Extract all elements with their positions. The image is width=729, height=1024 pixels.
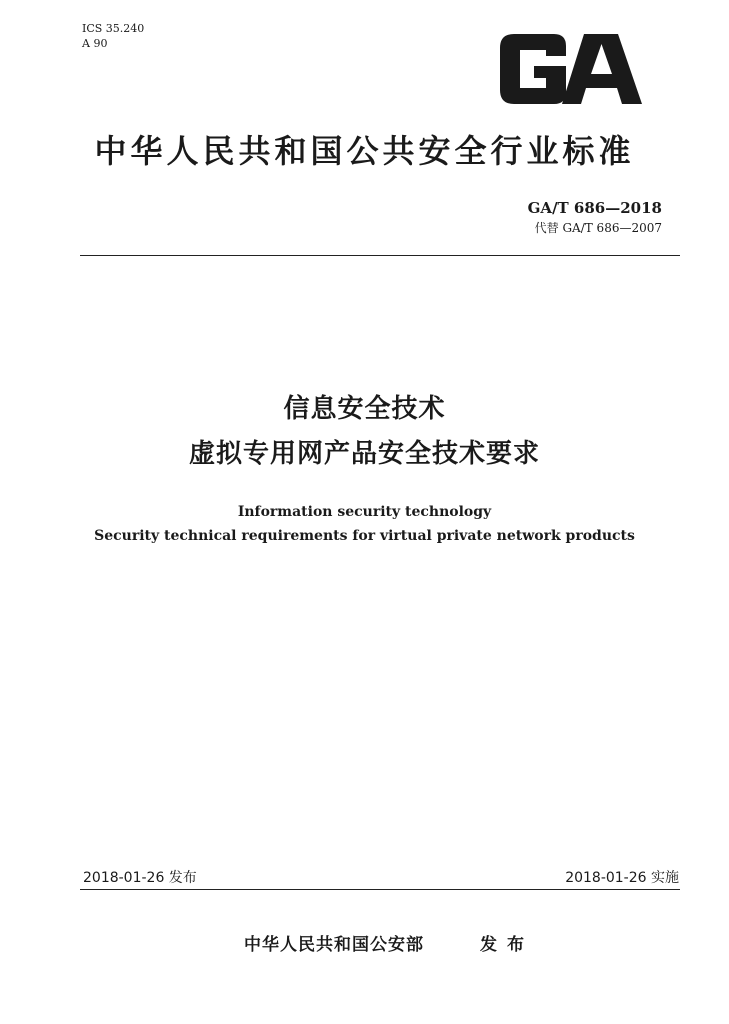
title-chinese-line-1: 信息安全技术 xyxy=(283,394,446,424)
title-english-line-2: Security technical requirements for virtual private network products xyxy=(94,528,635,544)
standard-category-title: 中华人民共和国公共安全行业标准 xyxy=(94,132,635,170)
ga-logo xyxy=(496,34,642,104)
title-english-line-1: Information security technology xyxy=(237,504,492,520)
standard-number: GA/T 686—2018 xyxy=(527,199,662,217)
ccs-code: A 90 xyxy=(82,37,108,50)
publish-label: 发布 xyxy=(480,935,534,955)
ics-code: ICS 35.240 xyxy=(82,22,145,35)
top-divider xyxy=(80,255,680,256)
title-chinese-line-2: 虚拟专用网产品安全技术要求 xyxy=(188,439,540,469)
replaces-standard: 代替 GA/T 686—2007 xyxy=(534,221,662,235)
publisher-name: 中华人民共和国公安部 xyxy=(244,935,424,955)
issue-date: 2018-01-26 发布 xyxy=(83,870,197,886)
bottom-divider xyxy=(80,889,680,890)
effective-date: 2018-01-26 实施 xyxy=(565,870,679,886)
